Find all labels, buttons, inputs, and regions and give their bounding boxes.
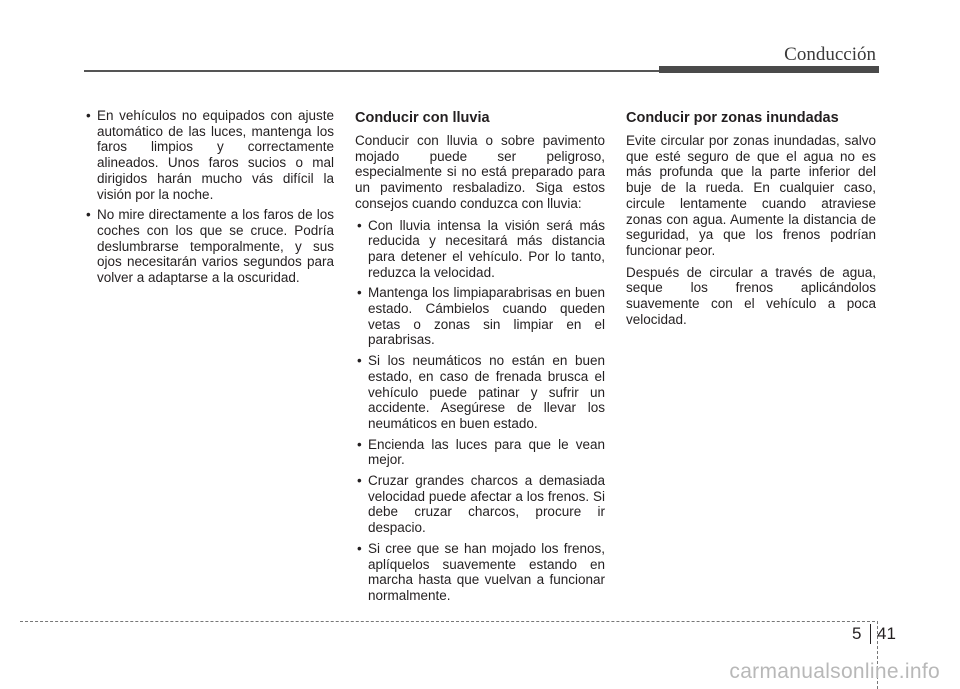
list-item: • Mantenga los limpiaparabrisas en buen estado. Cámbielos cuando queden vetas o zonas sin limpiar en el parabrisas.	[355, 285, 605, 348]
night-driving-list	[84, 108, 334, 286]
header-rule-thin	[84, 70, 659, 72]
column-night-driving	[84, 108, 334, 291]
list-item: • Si los neumáticos no están en buen estado, en caso de frenada brusca el vehículo puede patinar y sufrir un accidente. Asegúrese de llevar los neumáticos en buen estado.	[355, 353, 605, 432]
page-header-title: Conducción	[784, 44, 876, 65]
list-item: • No mire directamente a los faros de los coches con los que se cruce. Podría deslumbrarse temporalmente, y sus ojos necesitarán varios segundos para volver a adaptarse a la oscuridad.	[84, 207, 334, 286]
rain-driving-list	[355, 218, 605, 604]
flooded-areas-paragraph: Evite circular por zonas inundadas, salvo que esté seguro de que el agua no es más profunda que la parte inferior del buje de la rueda. En cualquier caso, circule lentamente cuando atraviese zonas con agua. Aumente la distancia de seguridad, ya que los frenos podrían funcionar peor.	[626, 133, 876, 258]
flooded-areas-paragraph: Después de circular a través de agua, seque los frenos aplicándolos suavemente con el vehículo a poca velocidad.	[626, 264, 876, 327]
rain-driving-heading: Conducir con lluvia	[355, 110, 490, 126]
list-item: • Encienda las luces para que le vean mejor.	[355, 437, 605, 468]
column-flooded-areas	[626, 108, 876, 333]
header-rule-thick	[659, 66, 879, 73]
footer-dashed-rule	[20, 621, 875, 622]
list-item: • Cruzar grandes charcos a demasiada velocidad puede afectar a los frenos. Si debe cruzar charcos, procure ir despacio.	[355, 473, 605, 536]
watermark-text: carmanualsonline.info	[729, 660, 940, 683]
list-item: • Si cree que se han mojado los frenos, aplíquelos suavemente estando en marcha hasta que vuelvan a funcionar normalmente.	[355, 541, 605, 604]
rain-driving-intro: Conducir con lluvia o sobre pavimento mojado puede ser peligroso, especialmente si no está preparado para un pavimento resbaladizo. Siga estos consejos cuando conduzca con lluvia:	[355, 133, 605, 211]
flooded-areas-heading: Conducir por zonas inundadas	[626, 110, 839, 126]
column-rain-driving	[355, 108, 605, 609]
page-number-separator	[870, 624, 871, 644]
list-item: • Con lluvia intensa la visión será más reducida y necesitará más distancia para detener el vehículo. Por lo tanto, reduzca la velocidad.	[355, 218, 605, 281]
section-number: 5	[852, 624, 862, 643]
list-item: • En vehículos no equipados con ajuste automático de las luces, mantenga los faros limpios y correctamente alineados. Unos faros sucios o mal dirigidos harán mucho vás difícil la visión por la noche.	[84, 108, 334, 202]
page-number: 41	[877, 624, 896, 643]
